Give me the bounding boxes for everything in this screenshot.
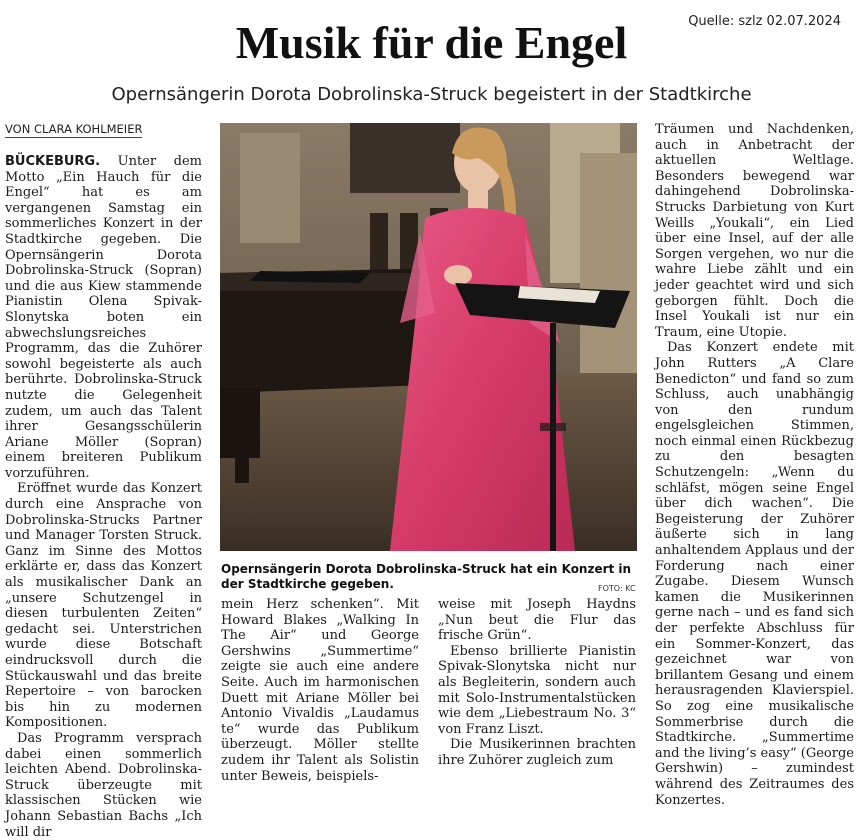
text-column-1 bbox=[5, 154, 202, 840]
paragraph-text: Unter dem Motto „Ein Hauch für die Engel“ hat es am vergangenen Samstag ein sommerliches Konzert in der Stadtkirche gegeben. Die Opernsängerin Dorota Dobrolinska-Struck (Sopran) und die aus Kiew stammende Pianistin Olena Spivak-Slonytska boten ein abwechslungsreiches Programm, das die Zuhörer sowohl begeisterte als auch berührte. Dobrolinska-Struck nutzte die Gelegenheit zudem, um auch das Talent ihrer Gesangsschülerin Ariane Möller (Sopran) einem breiteren Publikum vorzuführen. bbox=[5, 154, 202, 481]
paragraph: Die Musikerinnen brachten ihre Zuhörer zugleich zum bbox=[438, 737, 636, 768]
paragraph: weise mit Joseph Haydns „Nun beut die Flur das frische Grün“. bbox=[438, 597, 636, 644]
paragraph: Das Programm versprach dabei einen sommerlich leichten Abend. Dobrolinska-Struck überzeugte mit klassischen Stücken wie Johann Sebastian Bachs „Ich will dir bbox=[5, 730, 202, 840]
text-column-4 bbox=[655, 122, 854, 808]
text-column-3 bbox=[438, 597, 636, 769]
concert-photo bbox=[220, 123, 637, 551]
photo-credit: FOTO: KC bbox=[598, 584, 636, 593]
byline: VON CLARA KOHLMEIER bbox=[5, 122, 143, 136]
paragraph: Ebenso brillierte Pianistin Spivak-Slonytska nicht nur als Begleiterin, sondern auch mit Solo-Instrumentalstücken wie dem „Liebestraum No. 3“ von Franz Liszt. bbox=[438, 643, 636, 737]
concert-photo-illustration bbox=[220, 123, 637, 551]
paragraph bbox=[5, 154, 202, 481]
paragraph: Das Konzert endete mit John Rutters „A Clare Benedicton“ und fand so zum Schluss, auch unabhängig von den rundum engelsgleichen Stimmen, noch einmal einen Rückbezug zu den besagten Schutzengeln: „Wenn du schläfst, mögen seine Engel über dich wachen“. Die Begeisterung der Zuhörer äußerte sich in lang anhaltendem Applaus und der Forderung nach einer Zugabe. Diesem Wunsch kamen die Musikerinnen gerne nach – und es fand sich der perfekte Abschluss für ein Sommer-Konzert, das gezeichnet war von brillantem Gesang und einem herausragenden Klavierspiel. So zog eine musikalische Sommerbrise durch die Stadtkirche. „Summertime and the living’s easy“ (George Gershwin) – zumindest während des Zeitraumes des Konzertes. bbox=[655, 340, 854, 808]
paragraph: Eröffnet wurde das Konzert durch eine Ansprache von Dobrolinska-Strucks Partner und Manager Torsten Struck. Ganz im Sinne des Mottos erklärte er, dass das Konzert als musikalischer Dank an „unsere Schutzengel in diesen turbulenten Zeiten“ gedacht sei. Unterstrichen wurde diese Botschaft eindrucksvoll durch die Stückauswahl und das breite Repertoire – von barocken bis hin zu modernen Kompositionen. bbox=[5, 481, 202, 731]
paragraph: mein Herz schenken“. Mit Howard Blakes „Walking In The Air“ und George Gershwins „Summertime“ zeigte sie auch eine andere Seite. Auch im harmonischen Duett mit Ariane Möller bei Antonio Vivaldis „Laudamus te“ wurde das Publikum überzeugt. Möller stellte zudem ihr Talent als Solistin unter Beweis, beispiels- bbox=[221, 597, 419, 784]
article-subheadline: Opernsängerin Dorota Dobrolinska-Struck begeistert in der Stadtkirche bbox=[111, 84, 752, 105]
dateline: BÜCKEBURG. bbox=[5, 154, 101, 169]
source-note: Quelle: szlz 02.07.2024 bbox=[688, 14, 841, 29]
photo-caption: Opernsängerin Dorota Dobrolinska-Struck hat ein Konzert in der Stadtkirche gegeben. bbox=[221, 562, 632, 591]
article-headline: Musik für die Engel bbox=[235, 17, 628, 68]
paragraph: Träumen und Nachdenken, auch in Anbetracht der aktuellen Weltlage. Besonders bewegend war dahingehend Dobrolinska-Strucks Darbietung von Kurt Weills „Youkali“, ein Lied über eine Insel, auf der alle Sorgen vergehen, wo nur die wahre Liebe zählt und ein jeder geachtet wird und sich geborgen fühlt. Doch die Insel Youkali ist nur ein Traum, eine Utopie. bbox=[655, 122, 854, 340]
text-column-2 bbox=[221, 597, 419, 784]
